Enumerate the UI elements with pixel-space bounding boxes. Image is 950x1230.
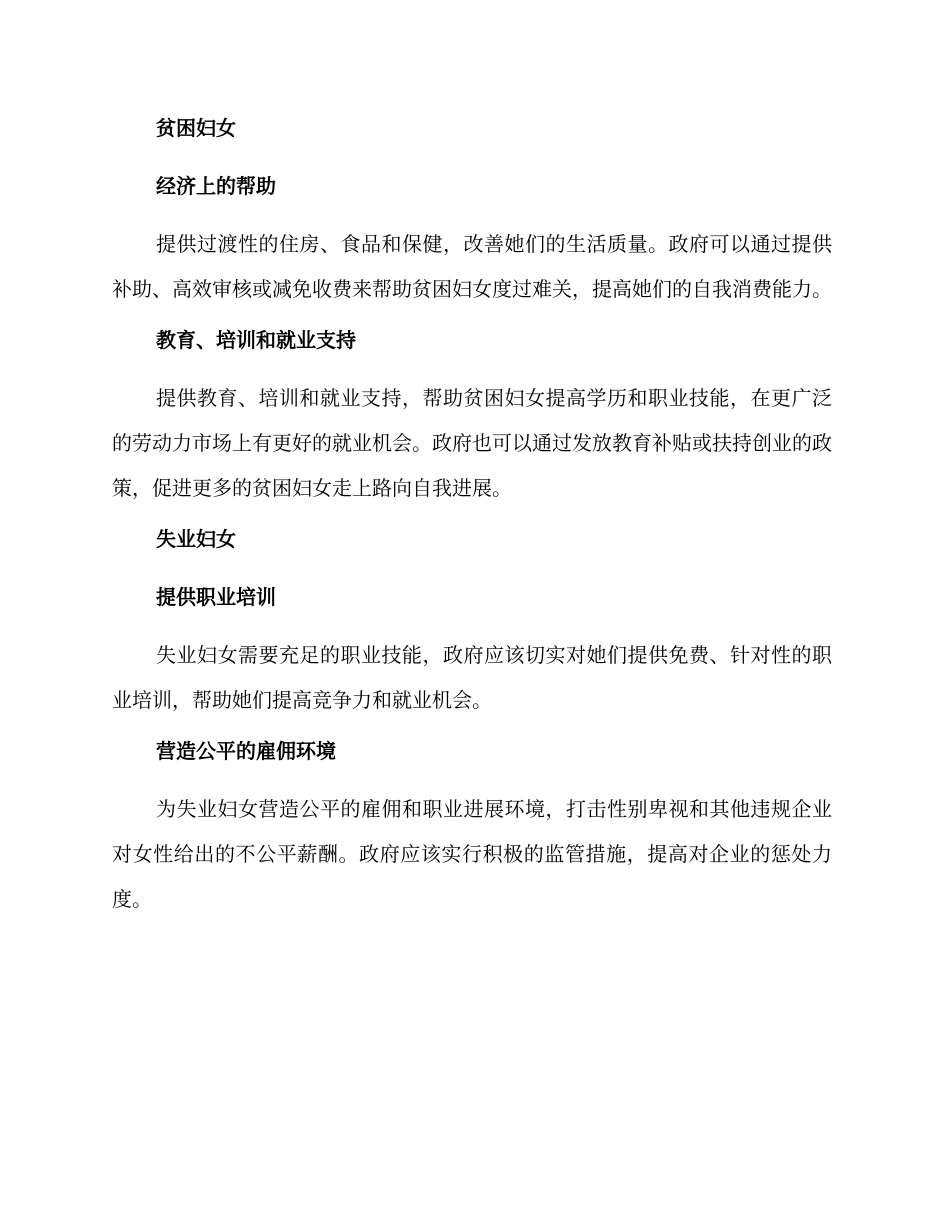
subheading-economic-help: 经济上的帮助 [156, 174, 276, 198]
subheading-fair-employment: 营造公平的雇佣环境 [156, 739, 336, 763]
section-heading-poor-women: 贫困妇女 [156, 116, 236, 140]
document-page [112, 113, 832, 935]
subheading-education-training: 教育、培训和就业支持 [156, 328, 356, 352]
paragraph-economic-help: 提供过渡性的住房、食品和保健，改善她们的生活质量。政府可以通过提供补助、高效审核或减免收费来帮助贫困妇女度过难关，提高她们的自我消费能力。 [112, 232, 832, 301]
subheading-vocational-training: 提供职业培训 [156, 585, 276, 609]
section-heading-unemployed-women: 失业妇女 [156, 527, 236, 551]
paragraph-education-training: 提供教育、培训和就业支持，帮助贫困妇女提高学历和职业技能，在更广泛的劳动力市场上有更好的就业机会。政府也可以通过发放教育补贴或扶持创业的政策，促进更多的贫困妇女走上路向自我进展。 [112, 386, 832, 500]
paragraph-vocational-training: 失业妇女需要充足的职业技能，政府应该切实对她们提供免费、针对性的职业培训，帮助她们提高竞争力和就业机会。 [112, 643, 832, 712]
paragraph-fair-employment: 为失业妇女营造公平的雇佣和职业进展环境，打击性别卑视和其他违规企业对女性给出的不公平薪酬。政府应该实行积极的监管措施，提高对企业的惩处力度。 [112, 797, 832, 911]
